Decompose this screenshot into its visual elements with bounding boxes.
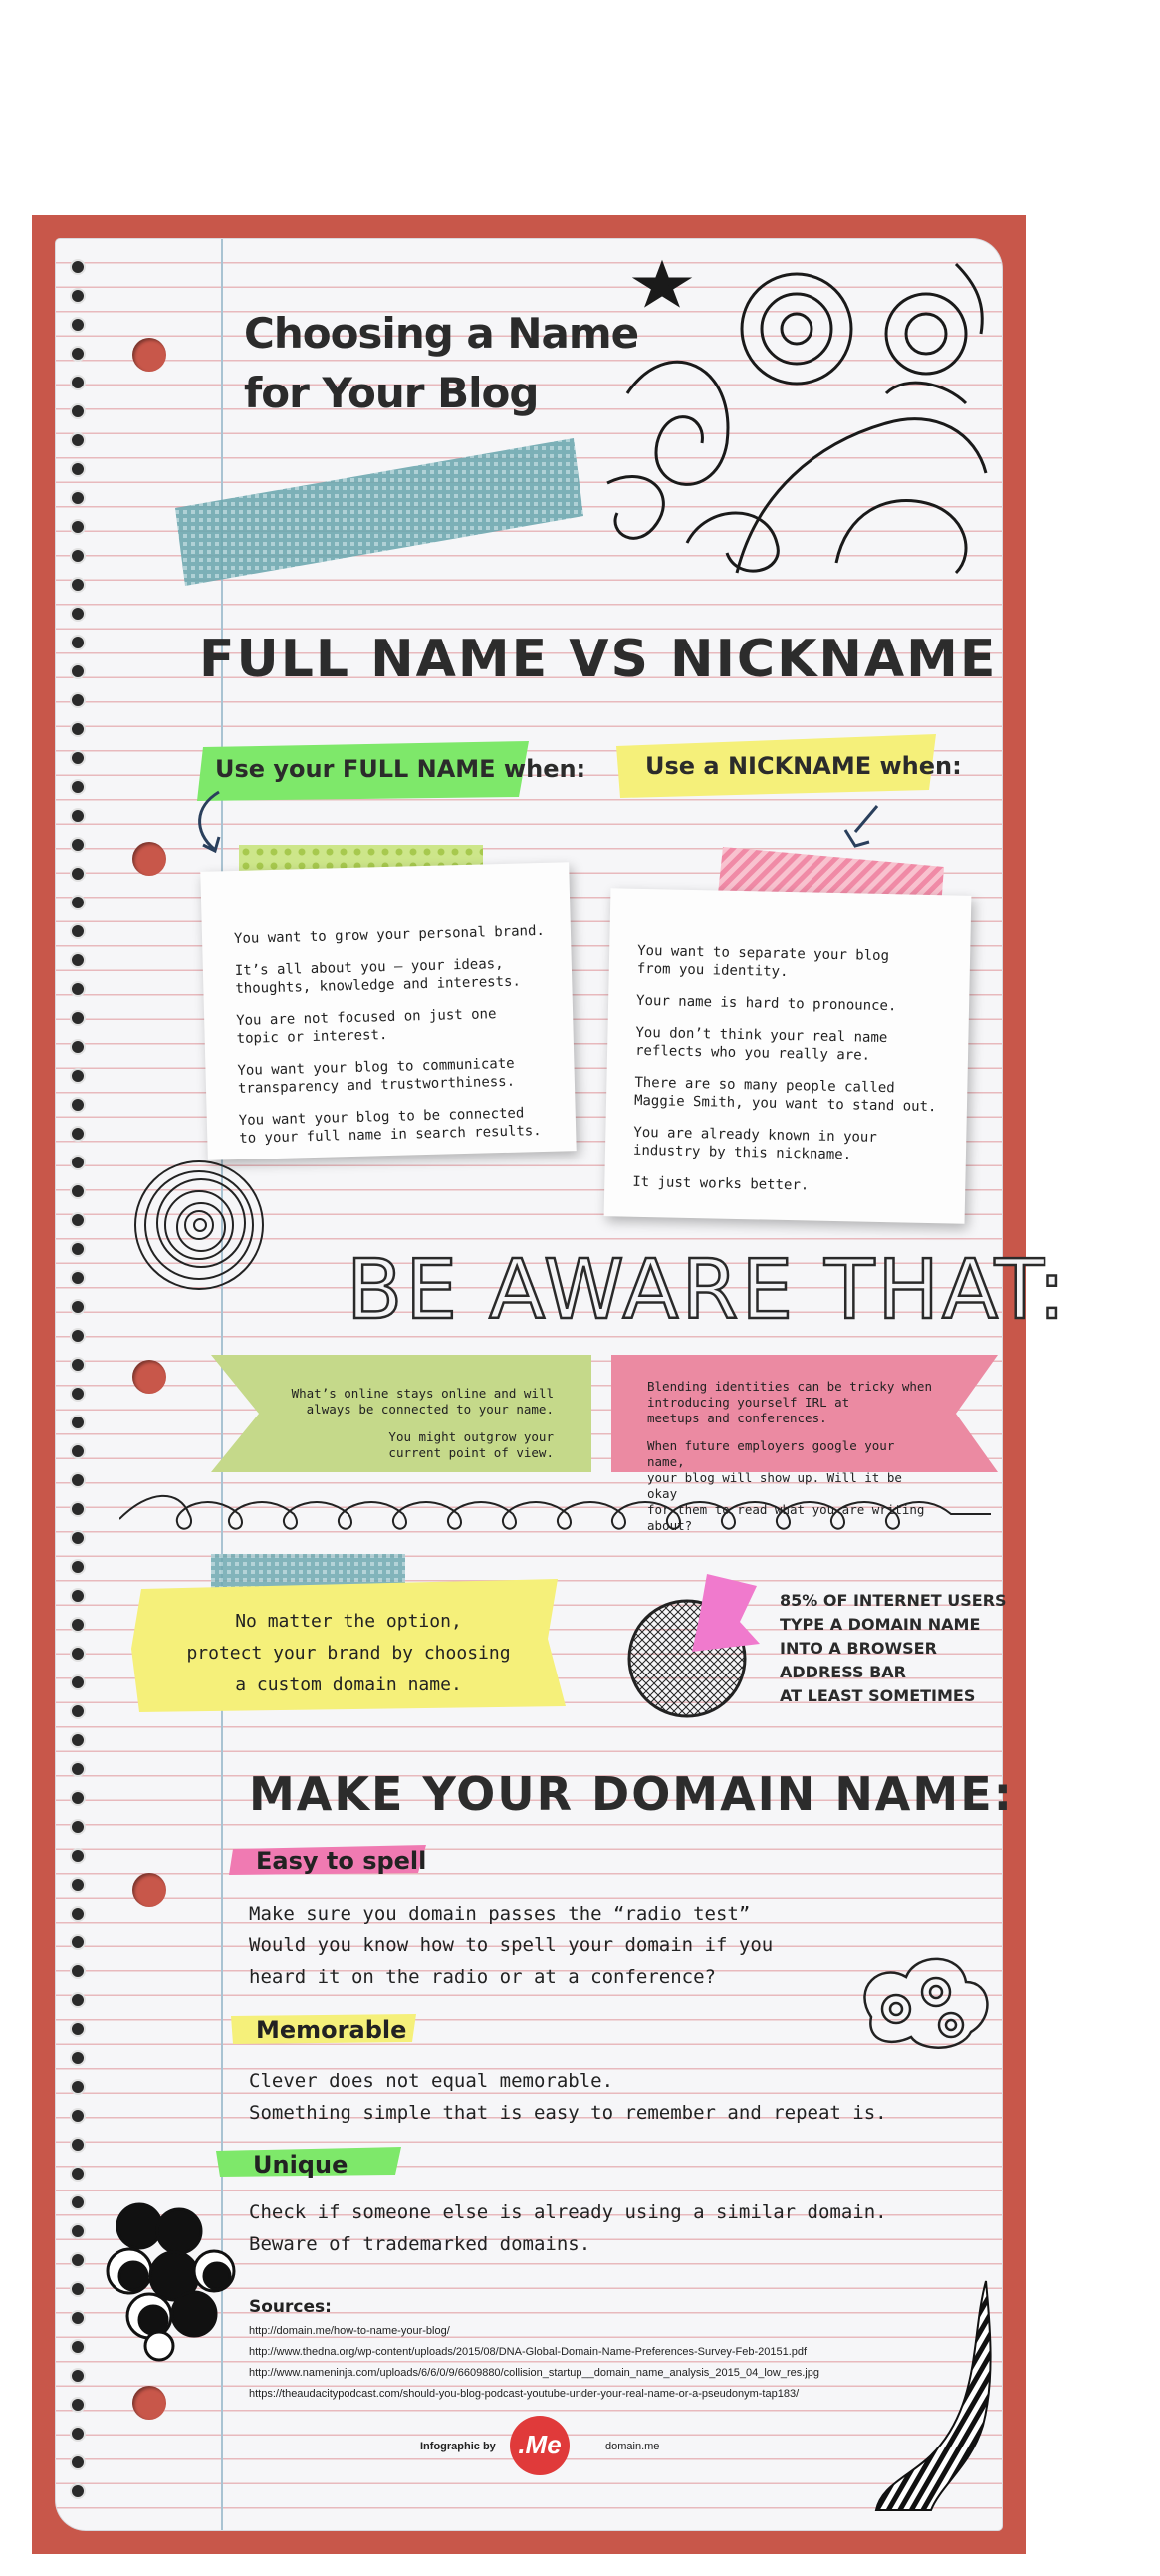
bubbles-doodle-icon	[100, 2196, 249, 2366]
spiral-hole	[70, 1212, 86, 1228]
spiral-hole	[70, 1703, 86, 1719]
spiral-hole	[70, 1877, 86, 1893]
spiral-hole	[70, 1386, 86, 1402]
spiral-hole	[70, 1501, 86, 1517]
spiral-hole	[70, 317, 86, 333]
aware-item: You might outgrow your current point of view.	[388, 1429, 554, 1460]
punch-hole	[132, 842, 166, 876]
title-line-2: for Your Blog	[244, 369, 539, 417]
full-name-item: You want to grow your personal brand.	[233, 922, 546, 948]
nickname-item: You don’t think your real name reflects who you really are.	[634, 1024, 888, 1064]
spiral-hole	[70, 1963, 86, 1979]
spiral-hole	[70, 866, 86, 882]
spiral-hole	[70, 1270, 86, 1286]
spiral-hole	[70, 288, 86, 304]
punch-hole	[132, 2386, 166, 2420]
footer-credit: Infographic by	[420, 2441, 496, 2452]
swirl-cloud-doodle-icon	[851, 1947, 996, 2057]
punch-hole	[132, 1360, 166, 1394]
spiral-hole	[70, 2368, 86, 2384]
source-link[interactable]: http://www.nameninja.com/uploads/6/6/0/9/6609880/collision_startup__domain_name_analysis_2015_04_low_res.jpg	[249, 2367, 819, 2379]
spiral-hole	[70, 1415, 86, 1430]
spiral-hole	[70, 663, 86, 679]
spiral-holes	[56, 239, 96, 2530]
spiral-hole	[70, 2397, 86, 2413]
nickname-item: You want to separate your blog from you identity.	[636, 942, 890, 980]
spiral-hole	[70, 1646, 86, 1662]
spiral-doodle-icon	[129, 1156, 269, 1300]
spiral-hole	[70, 2223, 86, 2239]
label-easy-to-spell: Easy to spell	[256, 1847, 427, 1875]
spiral-hole	[70, 1068, 86, 1084]
spiral-hole	[70, 1906, 86, 1922]
spiral-hole	[70, 2339, 86, 2355]
spiral-hole	[70, 635, 86, 650]
spiral-hole	[70, 1126, 86, 1142]
sources-heading: Sources:	[249, 2297, 332, 2317]
spiral-hole	[70, 1097, 86, 1113]
section-heading-be-aware: BE AWARE THAT:	[347, 1243, 1069, 1338]
memorable-text: Clever does not equal memorable. Something simple that is easy to remember and repeat is.	[249, 2070, 887, 2124]
globe-doodle-icon	[622, 1564, 772, 1723]
spiral-hole	[70, 2194, 86, 2210]
page-title	[244, 304, 638, 423]
teal-tape	[175, 438, 583, 588]
spiral-hole	[70, 1848, 86, 1864]
spiral-hole	[70, 2454, 86, 2470]
spiral-hole	[70, 981, 86, 997]
aware-item: What’s online stays online and will always be connected to your name.	[291, 1386, 554, 1417]
easy-to-spell-text: Make sure you domain passes the “radio test” Would you know how to spell your domain if you heard it on the radio or at a conference?	[249, 1903, 774, 1988]
spiral-hole	[70, 1761, 86, 1777]
spiral-hole	[70, 952, 86, 968]
spiral-hole	[70, 1992, 86, 2008]
spiral-hole	[70, 490, 86, 506]
section-heading-domain: MAKE YOUR DOMAIN NAME:	[249, 1767, 1015, 1821]
spiral-hole	[70, 1357, 86, 1373]
spiral-hole	[70, 403, 86, 419]
spiral-hole	[70, 1617, 86, 1633]
spiral-hole	[70, 2252, 86, 2268]
label-full-name: Use your FULL NAME when:	[215, 755, 586, 783]
spiral-hole	[70, 1183, 86, 1199]
spiral-hole	[70, 923, 86, 939]
footer-site[interactable]: domain.me	[605, 2441, 660, 2452]
label-nickname: Use a NICKNAME when:	[645, 752, 962, 780]
label-memorable: Memorable	[256, 2016, 407, 2044]
spiral-hole	[70, 2137, 86, 2153]
stat-text: 85% OF INTERNET USERS TYPE A DOMAIN NAME INTO A BROWSER ADDRESS BAR AT LEAST SOMETIMES	[780, 1591, 1007, 1705]
source-link[interactable]: http://www.thedna.org/wp-content/uploads/2015/08/DNA-Global-Domain-Name-Preferences-Survey-Feb-20151.pdf	[249, 2346, 808, 2358]
nickname-item: Your name is hard to pronounce.	[635, 992, 897, 1015]
spiral-hole	[70, 2050, 86, 2066]
spiral-hole	[70, 2310, 86, 2326]
nickname-item: You are already known in your industry by this nickname.	[632, 1124, 877, 1163]
aware-left-text	[239, 1370, 578, 1489]
spiral-hole	[70, 577, 86, 593]
spiral-hole	[70, 1732, 86, 1748]
spiral-hole	[70, 606, 86, 622]
aware-item: Blending identities can be tricky when introducing yourself IRL at meetups and conferences.	[647, 1379, 932, 1425]
spiral-hole	[70, 548, 86, 564]
spiral-hole	[70, 2281, 86, 2297]
spiral-hole	[70, 519, 86, 535]
spiral-hole	[70, 1039, 86, 1055]
full-name-list	[200, 862, 576, 1149]
source-link[interactable]: https://theaudacitypodcast.com/should-you-blog-podcast-youtube-under-your-real-name-or-a-pseudonym-tap183/	[249, 2388, 800, 2400]
full-name-note-card	[200, 862, 576, 1160]
title-line-1: Choosing a Name	[244, 309, 639, 358]
aware-item: When future employers google your name, your blog will show up. Will it be okay for them to read what you are writing about?	[647, 1438, 925, 1533]
spiral-hole	[70, 461, 86, 477]
full-name-item: It’s all about you – your ideas, thoughts, knowledge and interests.	[234, 955, 522, 998]
spiral-hole	[70, 1934, 86, 1950]
punch-hole	[132, 338, 166, 372]
nickname-note-card	[604, 888, 972, 1224]
punch-hole	[132, 1873, 166, 1907]
wave-squiggle-icon	[119, 1484, 996, 1544]
domain-me-logo[interactable]: .Me	[510, 2416, 570, 2475]
spiral-hole	[70, 2079, 86, 2095]
spiral-hole	[70, 2108, 86, 2124]
spiral-hole	[70, 2166, 86, 2182]
source-link[interactable]: http://domain.me/how-to-name-your-blog/	[249, 2325, 450, 2337]
arrow-down-icon	[189, 787, 239, 857]
spiral-hole	[70, 895, 86, 910]
flourish-doodle-icon	[587, 244, 996, 588]
spiral-hole	[70, 1443, 86, 1459]
spiral-hole	[70, 808, 86, 824]
spiral-hole	[70, 1559, 86, 1575]
spiral-hole	[70, 721, 86, 737]
spiral-hole	[70, 1819, 86, 1835]
label-unique: Unique	[253, 2151, 348, 2179]
spiral-hole	[70, 779, 86, 795]
spiral-hole	[70, 346, 86, 362]
spiral-hole	[70, 1328, 86, 1344]
spiral-hole	[70, 1299, 86, 1315]
spiral-hole	[70, 259, 86, 275]
spiral-hole	[70, 692, 86, 708]
full-name-item: You want your blog to be connected to your full name in search results.	[238, 1105, 542, 1147]
nickname-item: It just works better.	[632, 1173, 810, 1194]
spiral-hole	[70, 1010, 86, 1026]
nickname-list	[604, 888, 971, 1198]
striped-tail-doodle-icon	[871, 2276, 1001, 2515]
spiral-hole	[70, 837, 86, 853]
spiral-hole	[70, 2483, 86, 2499]
spiral-hole	[70, 1530, 86, 1546]
spiral-hole	[70, 1472, 86, 1488]
section-heading-full-vs-nick: FULL NAME VS NICKNAME	[199, 630, 998, 689]
callout-text: No matter the option, protect your brand by choosing a custom domain name.	[186, 1611, 511, 1695]
spiral-hole	[70, 432, 86, 448]
spiral-hole	[70, 2426, 86, 2442]
full-name-item: You are not focused on just one topic or interest.	[236, 1006, 497, 1047]
spiral-hole	[70, 1241, 86, 1257]
unique-text: Check if someone else is already using a similar domain. Beware of trademarked domains.	[249, 2201, 887, 2255]
sources-list	[249, 2321, 886, 2405]
spiral-hole	[70, 1790, 86, 1806]
nickname-item: There are so many people called Maggie Smith, you want to stand out.	[633, 1074, 937, 1116]
spiral-hole	[70, 1588, 86, 1604]
spiral-hole	[70, 2021, 86, 2037]
spiral-hole	[70, 1674, 86, 1690]
spiral-hole	[70, 375, 86, 390]
spiral-hole	[70, 750, 86, 766]
spiral-hole	[70, 1155, 86, 1170]
full-name-item: You want your blog to communicate transparency and trustworthiness.	[237, 1055, 516, 1097]
